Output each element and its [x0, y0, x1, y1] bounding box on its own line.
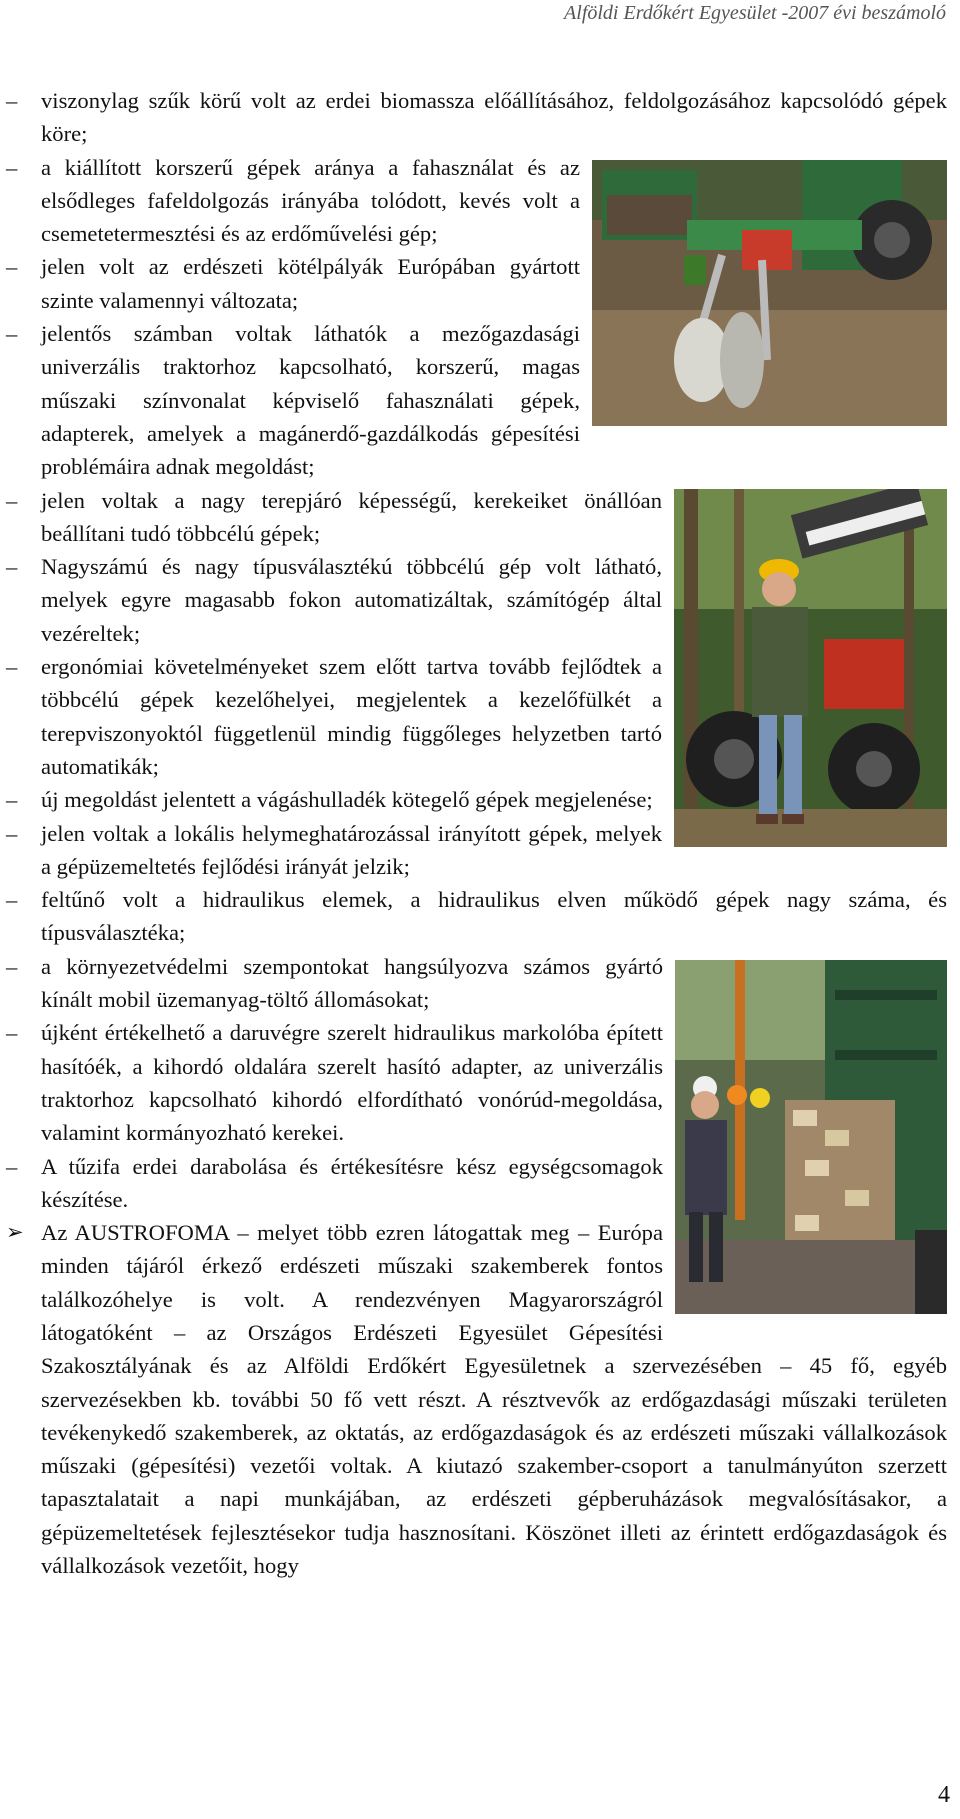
bullet-dash: –	[6, 1153, 18, 1179]
list-item: – jelen volt az erdészeti kötélpályák Európában gyártott szinte valamennyi változata;	[6, 250, 947, 317]
bullet-dash: –	[6, 654, 18, 680]
arrow-bullet-icon: ➢	[6, 1220, 24, 1245]
list-item: – A tűzifa erdei darabolása és értékesítésre kész egységcsomagok készítése.	[6, 1150, 947, 1217]
bullet-dash: –	[6, 953, 18, 979]
list-item: – újként értékelhető a daruvégre szerelt hidraulikus markolóba épített hasítóék, a kihordó oldalára szerelt hasító adapter, az univerzális traktorhoz kapcsolható kihordó elfordítható vonórúd-megoldása, valamint kormányozható kerekei.	[6, 1016, 947, 1149]
list-item: – viszonylag szűk körű volt az erdei biomassza előállításához, feldolgozásához kapcsolódó gépek köre;	[6, 84, 947, 151]
list-item: – jelen voltak a lokális helymeghatározással irányított gépek, melyek a gépüzemeltetés fejlődési irányát jelzik;	[6, 817, 947, 884]
bullet-dash: –	[6, 254, 18, 280]
bullet-dash: –	[6, 787, 18, 813]
bullet-dash: –	[6, 321, 18, 347]
bullet-dash: –	[6, 1020, 18, 1046]
list-item: – jelentős számban voltak láthatók a mezőgazdasági univerzális traktorhoz kapcsolható, korszerű, magas műszaki színvonalat képviselő fahasználati gépek, adapterek, amelyek a magánerdő-gazdálkodás gépesítési problémáira adnak megoldást;	[6, 317, 947, 483]
list-item: – jelen voltak a nagy terepjáró képességű, kerekeiket önállóan beállítani tudó többcélú gépek;	[6, 484, 947, 551]
list-item: – Nagyszámú és nagy típusválasztékú többcélú gép volt látható, melyek egyre magasabb fokon automatizáltak, számítógép által vezéreltek;	[6, 550, 947, 650]
list-item: – feltűnő volt a hidraulikus elemek, a hidraulikus elven működő gépek nagy száma, és típusválasztéka;	[6, 883, 947, 950]
list-item: – a kiállított korszerű gépek aránya a fahasználat és az elsődleges fafeldolgozás irányába tolódott, kevés volt a csemetetermesztési és az erdőművelési gép;	[6, 151, 947, 251]
bullet-dash: –	[6, 88, 18, 113]
document-body	[6, 84, 947, 1582]
list-item: – ergonómiai követelményeket szem előtt tartva tovább fejlődtek a többcélú gépek kezelőhelyei, megjelentek a kezelőfülkét a terepviszonyoktól függetlenül mindig függőleges helyzetben tartó automatikák;	[6, 650, 947, 783]
summary-paragraph: ➢ Az AUSTROFOMA – melyet több ezren látogattak meg – Európa minden tájáról érkező erdészeti műszaki szakemberek fontos találkozóhelye is volt. A rendezvényen Magyarországról látogatóként – az Országos Erdészeti Egyesület Gépesítési Szakosztályának és az Alföldi Erdőkért Egyesületnek a szervezésében – 45 fő, egyéb szervezésekben kb. további 50 fő vett részt. A résztvevők az erdőgazdasági műszaki területen tevékenykedő szakemberek, az oktatás, az erdőgazdaságok és az erdészeti műszaki vállalkozások műszaki (gépesítési) vezetői voltak. A kiutazó szakember-csoport a tanulmányúton szerzett tapasztalatait a napi munkájában, az erdészeti gépberuházások megvalósításakor, a gépüzemeltetések fejlesztésekor tudja hasznosítani. Köszönet illeti az érintett erdőgazdaságok és vállalkozások vezetőit, hogy	[6, 1216, 947, 1582]
page-number: 4	[938, 1782, 950, 1808]
page-header: Alföldi Erdőkért Egyesület -2007 évi beszámoló	[564, 2, 946, 24]
bullet-dash: –	[6, 154, 18, 180]
list-item: – a környezetvédelmi szempontokat hangsúlyozva számos gyártó kínált mobil üzemanyag-töltő állomásokat;	[6, 950, 947, 1017]
list-item: – új megoldást jelentett a vágáshulladék kötegelő gépek megjelenése;	[6, 783, 947, 816]
bullet-dash: –	[6, 554, 18, 580]
bullet-dash: –	[6, 887, 18, 913]
bullet-dash: –	[6, 820, 18, 846]
bullet-dash: –	[6, 487, 18, 513]
